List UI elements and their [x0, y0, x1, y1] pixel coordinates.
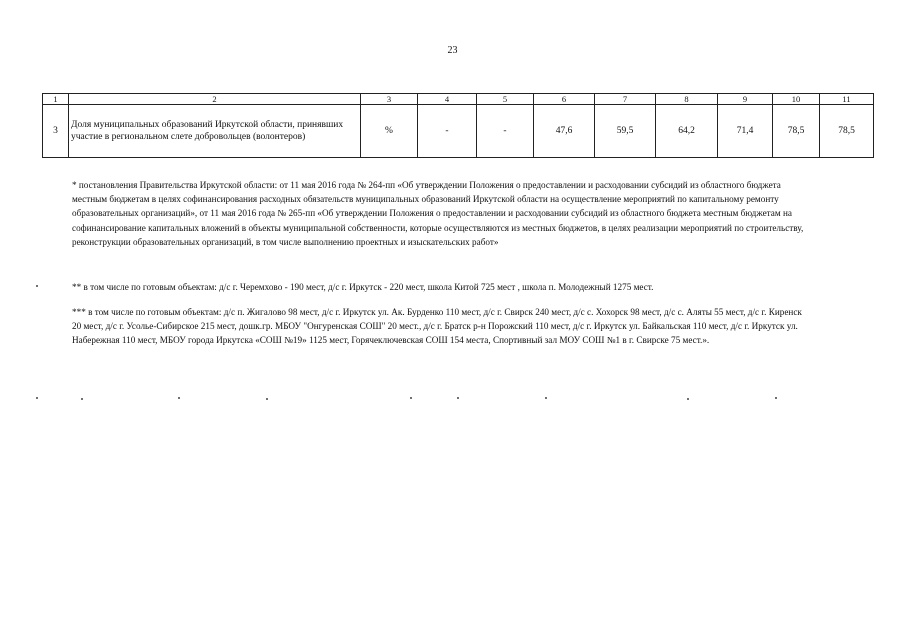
scan-speck	[178, 397, 180, 399]
value-cell: 59,5	[595, 105, 656, 158]
scan-speck	[687, 398, 689, 400]
row-number: 3	[43, 105, 69, 158]
header-cell: 7	[595, 94, 656, 105]
scan-speck	[81, 398, 83, 400]
table-header-row	[43, 94, 874, 105]
header-cell: 1	[43, 94, 69, 105]
page-number: 23	[447, 45, 458, 56]
unit-cell: %	[361, 105, 418, 158]
header-cell: 10	[773, 94, 820, 105]
value-cell: -	[477, 105, 534, 158]
footnote-ready-objects: ** в том числе по готовым объектам: д/с г. Черемхово - 190 мест, д/с г. Иркутск - 220 мест, школа Китой 725 мест , школа п. Молодежный 1275 мест.	[72, 282, 654, 292]
value-cell: 71,4	[718, 105, 773, 158]
scan-speck	[457, 397, 459, 399]
footnote-ready-objects-extended: *** в том числе по готовым объектам: д/с п. Жигалово 98 мест, д/с г. Иркутск ул. Ак. Бурденко 110 мест, д/с г. Свирск 240 мест, д/с с. Хохорск 98 мест, д/с с. Аляты 55 мест, д/с г. Киренск 20 мест, д/с г. Усолье-Сибирское 215 мест, дошк.гр. МБОУ "Онгуренская СОШ" 20 мест., д/с г. Братск р-н Порожский 110 мест, д/с г. Иркутск ул. Байкальская 110 мест, д/с г. Иркутск ул. Набережная 110 мест, МБОУ города Иркутска «СОШ №19» 1125 мест, Горячеключевская СОШ 154 места, Спортивный зал МОУ СОШ №1 в г. Свирске 75 мест.».	[72, 307, 802, 346]
header-cell: 3	[361, 94, 418, 105]
header-cell: 4	[418, 94, 477, 105]
scan-speck	[410, 397, 412, 399]
scan-speck	[545, 397, 547, 399]
scan-speck	[266, 398, 268, 400]
header-cell: 9	[718, 94, 773, 105]
value-cell: -	[418, 105, 477, 158]
header-cell: 11	[820, 94, 874, 105]
value-cell: 64,2	[656, 105, 718, 158]
header-cell: 2	[69, 94, 361, 105]
scan-speck	[775, 397, 777, 399]
value-cell: 78,5	[773, 105, 820, 158]
scan-speck	[36, 397, 38, 399]
table-row	[43, 105, 874, 158]
header-cell: 6	[534, 94, 595, 105]
indicator-table	[42, 93, 874, 158]
footnote-resolutions: * постановления Правительства Иркутской области: от 11 мая 2016 года № 264-пп «Об утверждении Положения о предоставлении и расходовании субсидий из областного бюджета местным бюджетам в целях софинансирования расходных обязательств муниципальных образований Иркутской области на осуществление мероприятий по капитальному ремонту образовательных организаций», от 11 мая 2016 года № 265-пп «Об утверждении Положения о предоставлении и расходовании субсидий из областного бюджета местным бюджетам на софинансирование капитальных вложений в объекты муниципальной собственности, которые осуществляются из местных бюджетов, в целях реализации мероприятий по строительству, реконструкции образовательных организаций, в том числе выполнению проектных и изыскательских работ»	[72, 180, 804, 247]
header-cell: 5	[477, 94, 534, 105]
indicator-name: Доля муниципальных образований Иркутской области, принявших участие в региональном слете добровольцев (волонтеров)	[69, 105, 361, 158]
scan-speck	[36, 285, 38, 287]
header-cell: 8	[656, 94, 718, 105]
value-cell: 47,6	[534, 105, 595, 158]
value-cell: 78,5	[820, 105, 874, 158]
